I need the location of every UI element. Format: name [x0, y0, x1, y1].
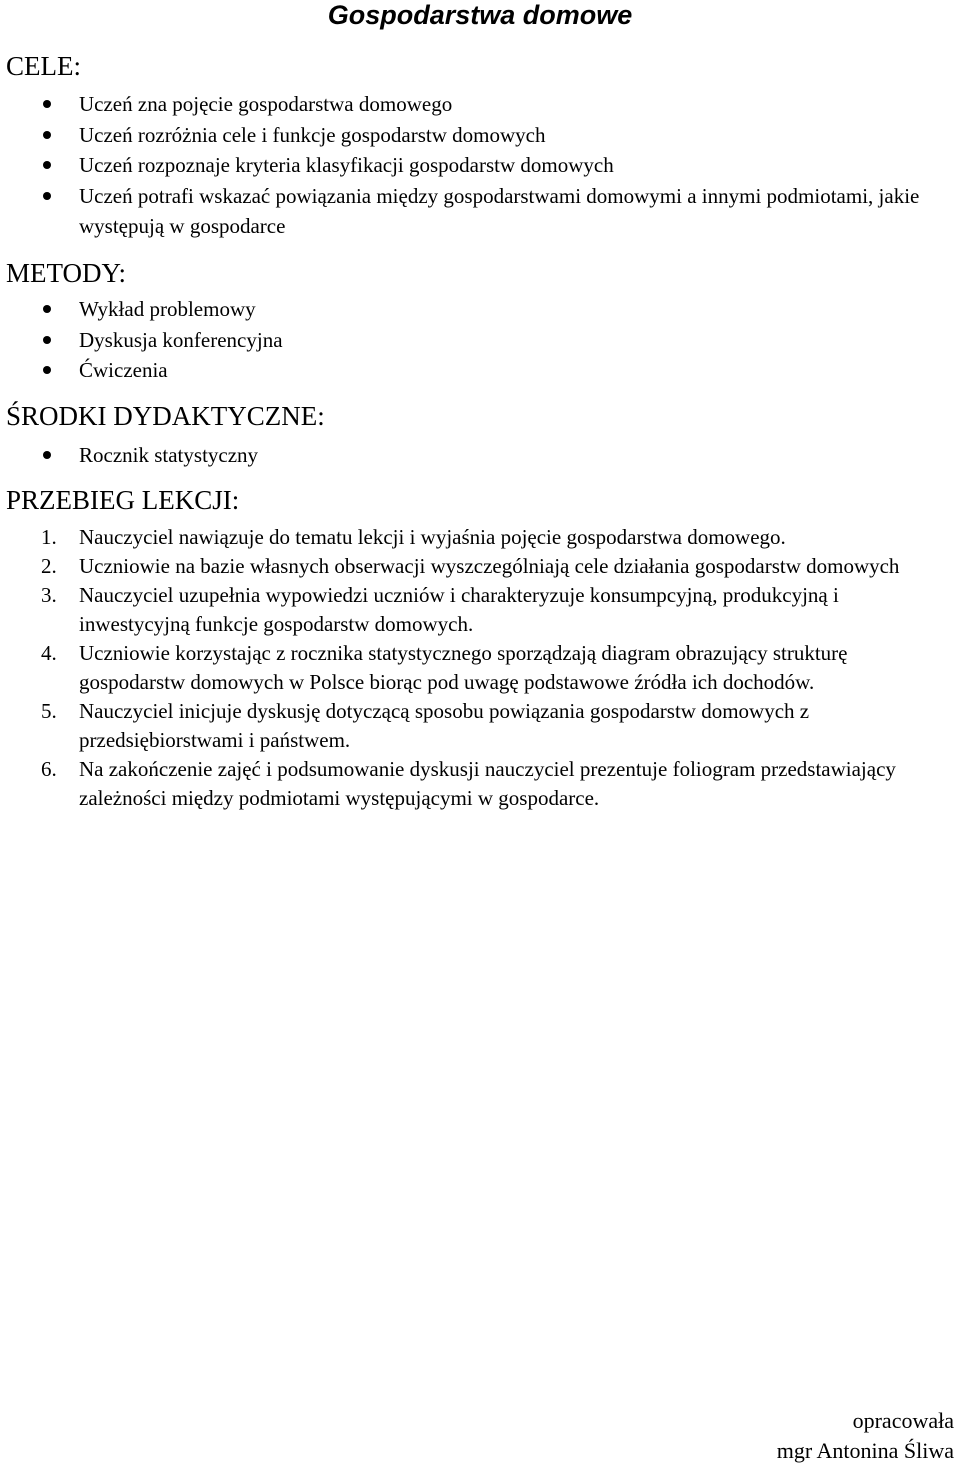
- list-item-text: Wykład problemowy: [79, 297, 256, 321]
- list-item: [0, 440, 920, 471]
- step-number: 1.: [41, 525, 57, 549]
- heading-przebieg: [6, 484, 239, 516]
- list-item: [0, 120, 920, 151]
- list-item-text: Uczeń zna pojęcie gospodarstwa domowego: [79, 92, 453, 116]
- signature: [777, 1406, 954, 1466]
- heading-metody: [6, 257, 126, 289]
- list-item-text: Rocznik statystyczny: [79, 443, 259, 467]
- step-text: Na zakończenie zajęć i podsumowanie dyskusji nauczyciel prezentuje foliogram przedstawiający zależności między podmiotami występującymi w gospodarce.: [79, 757, 896, 810]
- step-item: [0, 581, 940, 639]
- list-item: [0, 150, 920, 181]
- step-item: [0, 552, 940, 581]
- step-number: 2.: [41, 554, 57, 578]
- step-text: Nauczyciel inicjuje dyskusję dotyczącą sposobu powiązania gospodarstw domowych z przedsiębiorstwami i państwem.: [79, 699, 810, 752]
- heading-metody-text: METODY:: [6, 258, 127, 288]
- list-item-text: Uczeń rozpoznaje kryteria klasyfikacji gospodarstw domowych: [79, 153, 614, 177]
- list-cele: [0, 89, 920, 242]
- list-item: [0, 355, 920, 386]
- bullet-icon: [43, 305, 51, 313]
- list-metody: [0, 294, 920, 386]
- heading-przebieg-text: PRZEBIEG LEKCJI:: [6, 485, 240, 515]
- bullet-icon: [43, 100, 51, 108]
- list-item: [0, 89, 920, 120]
- list-przebieg: [0, 523, 940, 813]
- step-text: Nauczyciel nawiązuje do tematu lekcji i wyjaśnia pojęcie gospodarstwa domowego.: [79, 525, 786, 549]
- list-item: [0, 294, 920, 325]
- list-item: [0, 181, 920, 242]
- bullet-icon: [43, 131, 51, 139]
- list-srodki: [0, 440, 920, 471]
- heading-srodki: [6, 400, 325, 432]
- signature-role: opracowała: [852, 1408, 954, 1433]
- document-title: Gospodarstwa domowe: [327, 0, 633, 30]
- bullet-icon: [43, 451, 51, 459]
- list-item-text: Ćwiczenia: [79, 358, 168, 382]
- list-item-text: Uczeń potrafi wskazać powiązania między gospodarstwami domowymi a innymi podmiotami, jakie występują w gospodarce: [79, 183, 920, 238]
- signature-author: mgr Antonina Śliwa: [776, 1438, 954, 1463]
- bullet-icon: [43, 336, 51, 344]
- bullet-icon: [43, 161, 51, 169]
- step-item: [0, 755, 940, 813]
- step-text: Uczniowie korzystając z rocznika statystycznego sporządzają diagram obrazujący strukturę gospodarstw domowych w Polsce biorąc pod uwagę podstawowe źródła ich dochodów.: [79, 641, 848, 694]
- list-item: [0, 325, 920, 356]
- heading-srodki-text: ŚRODKI DYDAKTYCZNE:: [6, 401, 325, 431]
- heading-cele: [6, 50, 81, 82]
- step-number: 6.: [41, 757, 57, 781]
- step-item: [0, 697, 940, 755]
- step-number: 5.: [41, 699, 57, 723]
- step-item: [0, 639, 940, 697]
- step-item: [0, 523, 940, 552]
- bullet-icon: [43, 366, 51, 374]
- bullet-icon: [43, 192, 51, 200]
- step-text: Uczniowie na bazie własnych obserwacji wyszczególniają cele działania gospodarstw domowych: [79, 554, 900, 578]
- heading-cele-text: CELE:: [6, 51, 81, 81]
- step-number: 3.: [41, 583, 57, 607]
- step-number: 4.: [41, 641, 57, 665]
- list-item-text: Dyskusja konferencyjna: [79, 327, 283, 352]
- list-item-text: Uczeń rozróżnia cele i funkcje gospodarstw domowych: [79, 122, 546, 147]
- step-text: Nauczyciel uzupełnia wypowiedzi uczniów i charakteryzuje konsumpcyjną, produkcyjną i inwestycyjną funkcje gospodarstw domowych.: [79, 583, 839, 636]
